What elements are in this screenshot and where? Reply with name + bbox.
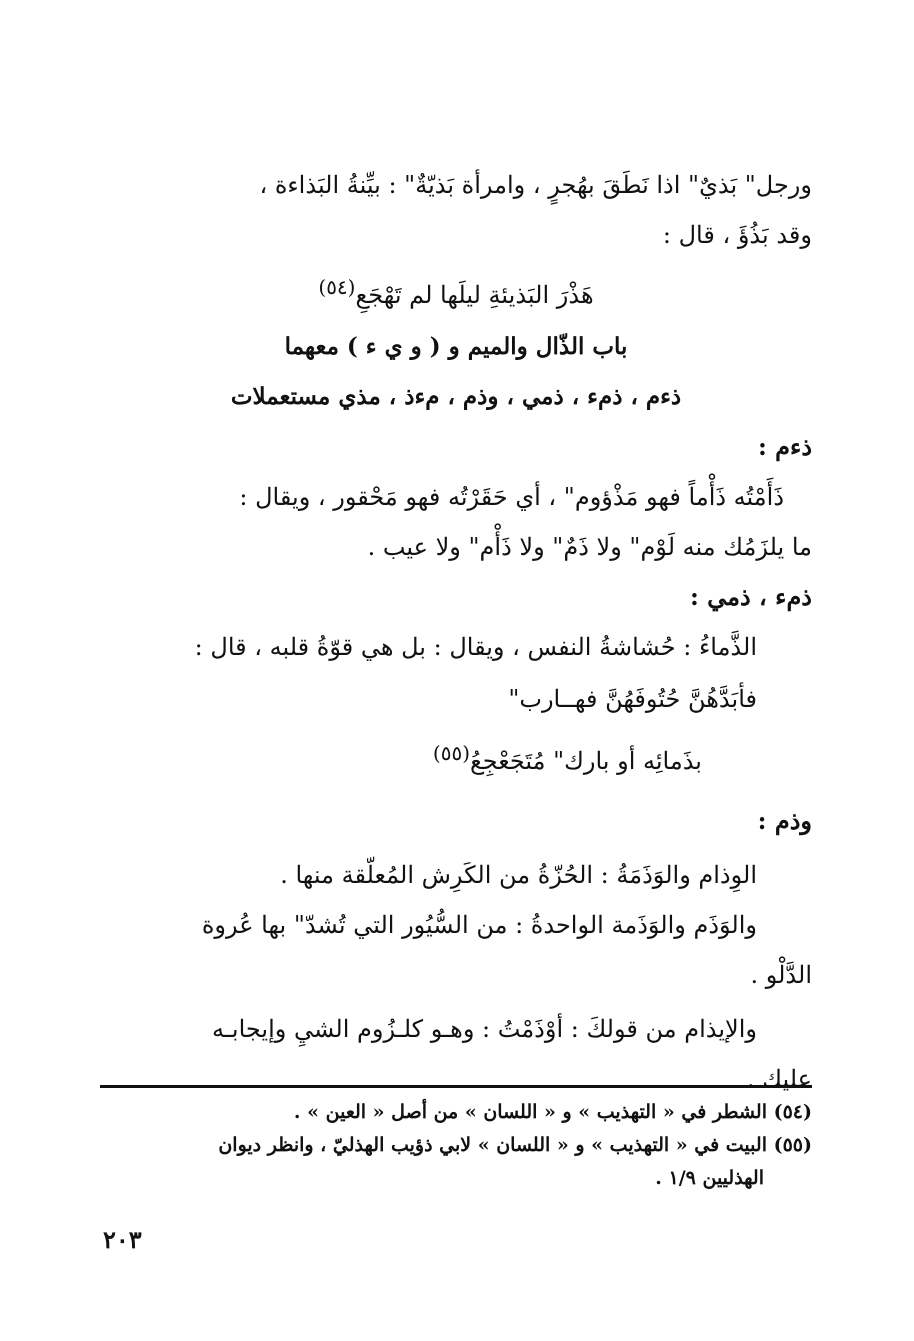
footnote-marker: (٥٥) xyxy=(432,741,471,765)
footnotes xyxy=(100,1096,812,1195)
text-line: ذَأَمْتُه ذَأْماً فهو مَذْؤوم" ، أي حَقَرْتُه فهو مَحْقور ، ويقال : xyxy=(239,483,784,511)
verse-text: بذَمائِه أو بارك" مُتَجَعْجِعُ xyxy=(470,747,702,775)
root-heading: ذمء ، ذمي : xyxy=(689,582,812,611)
root-heading: وذم : xyxy=(757,806,812,835)
text-line: ورجل" بَذيٌ" اذا نَطَقَ بهُجرٍ ، وامرأة بَذيّةٌ" : بيِّنةُ البَذاءة ، xyxy=(259,171,812,199)
footnote-divider xyxy=(100,1085,812,1088)
chapter-roots: ذءم ، ذمء ، ذمي ، وذم ، مءذ ، مذي مستعملات xyxy=(230,383,682,410)
text-line: والإيذام من قولكَ : أوْذَمْتُ : وهـو كلـزُوم الشيِ وإيجابـه xyxy=(212,1015,757,1043)
root-heading: ذءم : xyxy=(757,432,812,461)
text-line: الدَّلْو . xyxy=(750,961,812,989)
chapter-heading: باب الذّال والميم و ( و ي ء ) معهما xyxy=(284,333,628,360)
footnote-marker: (٥٤) xyxy=(318,275,356,299)
verse-line xyxy=(100,260,812,322)
verse-line: فأبَدَّهُنَّ حُتُوفَهُنَّ فهــارب" xyxy=(508,685,757,713)
footnote-55-continued: الهذليين ١/٩ . xyxy=(655,1167,764,1189)
text-line: وقد بَذُؤَ ، قال : xyxy=(662,221,812,249)
text-line: الذَّماءُ : حُشاشةُ النفس ، ويقال : بل هي قوّةُ قلبه ، قال : xyxy=(194,633,757,661)
footnote-54: (٥٤) الشطر في « التهذيب » و « اللسان » من أصل « العين » . xyxy=(293,1101,812,1123)
verse-text: هَذْرَ البَذيئةِ ليلَها لم تَهْجَعِ xyxy=(355,281,594,309)
footnote-55: (٥٥) البيت في « التهذيب » و « اللسان » لابي ذؤيب الهذليّ ، وانظر ديوان xyxy=(218,1134,812,1156)
text-line: والوَذَم والوَذَمة الواحدةُ : من السُّيُور التي تُشدّ" بها عُروة xyxy=(201,911,757,939)
page-number: ٢٠٣ xyxy=(103,1225,142,1254)
verse-line xyxy=(100,726,812,788)
text-line: الوِذام والوَذَمَةُ : الحُزّةُ من الكَرِش المُعلّقة منها . xyxy=(280,861,757,889)
main-text xyxy=(100,160,812,1104)
text-line: عليك . xyxy=(747,1065,812,1093)
text-line: ما يلزَمُك منه لَوْم" ولا ذَمٌ" ولا ذَأْم" ولا عيب . xyxy=(367,533,812,561)
